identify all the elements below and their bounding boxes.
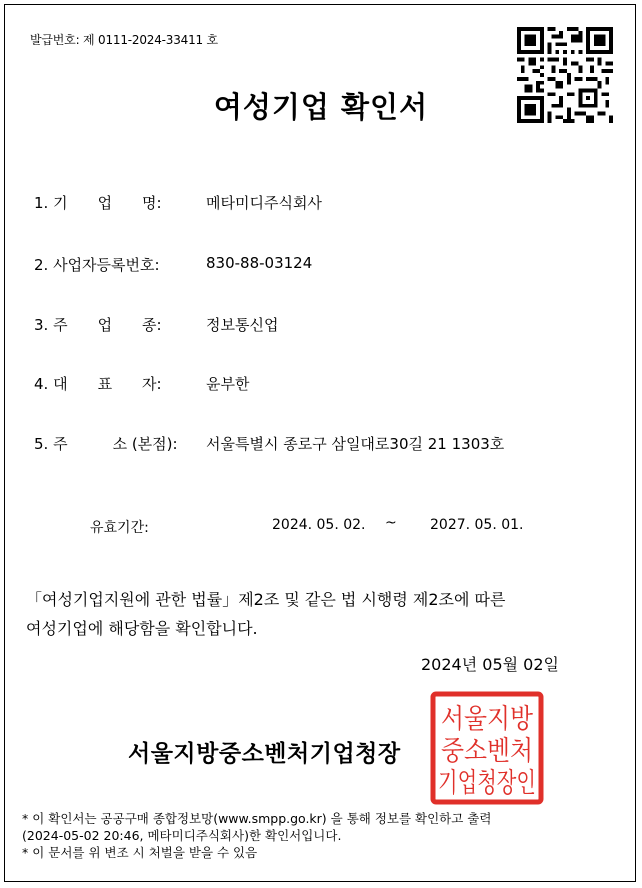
field-value: 메타미디주식회사 (206, 194, 322, 212)
official-seal-icon (429, 690, 545, 806)
field-value: 정보통신업 (206, 316, 279, 334)
field-business-number (34, 254, 313, 275)
field-label: 4. 대 표 자: (34, 375, 162, 393)
field-address (34, 433, 505, 454)
validity-label: 유효기간: (90, 520, 149, 536)
issue-number: 발급번호: 제 0111-2024-33411 호 (30, 33, 218, 47)
document-title: 여성기업 확인서 (213, 90, 429, 124)
validity-separator: ~ (385, 515, 397, 531)
field-label: 3. 주 업 종: (34, 316, 162, 334)
field-label: 1. 기 업 명: (34, 194, 162, 212)
note-line: * 이 문서를 위 변조 시 처벌을 받을 수 있음 (22, 845, 258, 860)
footer-notes (22, 810, 622, 861)
statement-line: 「여성기업지원에 관한 법률」제2조 및 같은 법 시행령 제2조에 따른 (26, 590, 506, 609)
field-value: 서울특별시 종로구 삼일대로30길 21 1303호 (206, 435, 505, 453)
svg-text:기업청장인: 기업청장인 (438, 768, 536, 799)
note-line: (2024-05-02 20:46, 메타미디주식회사)한 확인서입니다. (22, 828, 342, 843)
note-line: * 이 확인서는 공공구매 종합정보망(www.smpp.go.kr) 을 통해 정보를 확인하고 출력 (22, 811, 492, 826)
svg-text:중소벤처: 중소벤처 (441, 736, 533, 767)
validity-to: 2027. 05. 01. (430, 517, 524, 533)
field-value: 윤부한 (206, 375, 250, 393)
statement-line: 여성기업에 해당함을 확인합니다. (26, 619, 258, 638)
issuer-name: 서울지방중소벤처기업청장 (128, 741, 401, 767)
field-main-industry (34, 314, 279, 335)
field-company-name (34, 192, 322, 213)
svg-text:서울지방: 서울지방 (441, 704, 533, 735)
field-label: 5. 주 소 (본점): (34, 435, 178, 453)
issue-date: 2024년 05월 02일 (421, 655, 559, 674)
field-representative (34, 373, 250, 394)
field-value: 830-88-03124 (206, 254, 313, 272)
field-label: 2. 사업자등록번호: (34, 256, 160, 274)
validity-from: 2024. 05. 02. (272, 517, 366, 533)
confirmation-statement (26, 585, 586, 643)
